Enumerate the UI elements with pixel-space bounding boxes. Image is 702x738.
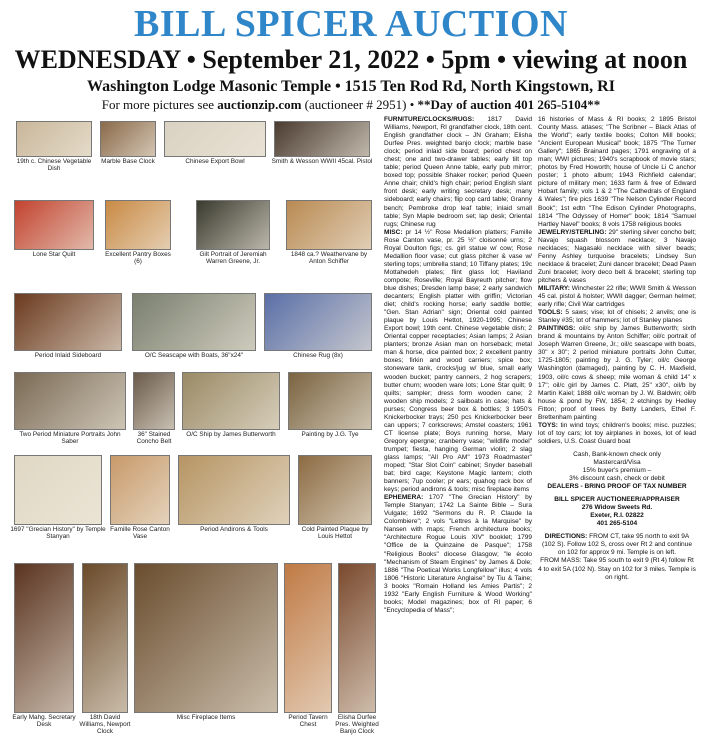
listing-column-1 (384, 116, 532, 734)
photo-secretary-desk (14, 563, 74, 733)
tools-section: TOOLS: 5 saws; vise; lot of chisels; 2 anvils; one is Stanley #35; lot of hammers; lot of Stanley planes (538, 309, 696, 325)
photo-caption: Period Andirons & Tools (200, 526, 268, 533)
photo-caption: Two Period Miniature Portraits John Saber (19, 431, 121, 445)
photo-banjo-clock (335, 563, 379, 735)
photo-butterworth-ship (182, 372, 280, 438)
directions-ct: DIRECTIONS: FROM CT, take 95 north to exit 9A (102 S). Follow 102 S, cross over Rt 2 and continue on 102 for approx 9 mi. Temple is on left. (542, 533, 692, 557)
photo-image (14, 293, 122, 351)
photo-miniature-portraits (14, 372, 126, 445)
photo-tye-painting (288, 372, 372, 438)
photo-caption: O/C Ship by James Butterworth (186, 431, 276, 438)
photo-painted-plaque (298, 455, 372, 541)
photo-caption: Elisha Durfee Pres. Weighted Banjo Clock (335, 714, 379, 735)
day-of-auction-phone: **Day of auction 401 265-5104** (417, 97, 601, 112)
auction-title: BILL SPICER AUCTION (134, 3, 568, 45)
auctionzip-link[interactable]: auctionzip.com (217, 97, 302, 112)
photo-weathervane (286, 200, 372, 265)
photo-image (274, 121, 370, 157)
furniture-section: FURNITURE/CLOCKS/RUGS: 1817 David Williams, Newport, RI grandfather clock, 18th cent. English grandfather clock – JN Graham; Elisha Durfee Pres. weighted banjo clock; marble base clock; period inlaid side board; period chest on chest; one and two-drawer tables; early tilt top table; period Queen Anne table, early pub mirror; boxed top; possible Shaker rocker; period Queen Anne chair; child's high chair; period English slant front desk; early writing secretary desk; many sideboard; early chairs; flip cop card table; Granny bench; Pembroke drop leaf table; inlaid small table; Syn Maple bedroom set; lap desk; Oriental rugs; Chinese rug (384, 116, 532, 228)
jewelry-section: JEWELRY/STERLING: 29" sterling silver concho belt; Navajo squash blossom necklace; 3 Navajo necklaces; Nagasaki necklace with silver beads; Fenny Ashley turquoise bracelets; Lindsey Sun necklace & bracelet; Zuni dancer bracelet; Dead Pawn Zuni bracelet; ivory deco belt & bracelet; sterling top pitchers & vases (538, 228, 696, 284)
photo-caption: Period Inlaid Sideboard (34, 352, 102, 359)
auction-address: Washington Lodge Masonic Temple • 1515 Ten Rod Rd, North Kingstown, RI (87, 78, 615, 95)
photo-lone-star-quilt (14, 200, 94, 256)
photo-image (16, 121, 92, 157)
photo-marble-base-clock (100, 121, 156, 164)
auctioneer-street: 276 Widow Sweets Rd. (581, 504, 653, 512)
terms-line: 3% discount cash, check or debit (569, 475, 665, 483)
photo-caption: Lone Star Quilt (32, 251, 76, 258)
auctioneer-city: Exeter, R.I. 02822 (590, 512, 644, 520)
photo-grecian-history (10, 455, 106, 541)
terms-line: Mastercard/Visa (593, 458, 641, 466)
photo-chinese-rug (264, 293, 372, 358)
photo-image (14, 563, 74, 713)
photo-caption: Misc Fireplace Items (176, 714, 236, 721)
photo-caption: Period Tavern Chest (288, 714, 328, 728)
photo-image (164, 121, 266, 157)
auction-date-line: WEDNESDAY • September 21, 2022 • 5pm • viewing at noon (14, 45, 688, 74)
photo-caption: Marble Base Clock (101, 158, 155, 165)
photo-image (14, 200, 94, 250)
photo-andirons (178, 455, 290, 541)
photo-caption: Early Mahg. Secretary Desk (12, 714, 76, 728)
misc-section: MISC: pr 14 ½" Rose Medallion platters; Famille Rose Canton vase, pr. 25 ½" cloisonné urns; 2 Royal Doulton figs; cs. girl statue w/ cow; Rose Medallion floor vase; cut glass pitcher & vase w/ sterling tops; umbrella stand; 10 Tiffany plates; 19c Mottahedeh plates; flint glass lot; Haviland compote; Roseville; Royal Bayreuth pitcher; flow blue dishes; Dresden lamp base; 2 early sandwich decanters; English platter with griffin; Victorian diet; child's rocking horse; early saddle bottle; "Gen. Stan Adrian" sign; Oriental cold painted plaque by Louis Hettot, 1920-1995; Chinese Export bowl; 19th cent. Chinese vegetable dish; 2 Oriental copper receptacles; Asian lamps; 2 Asian planters; bronze Asian man on horseback; metal man & horse, dice painted box; 2 excellent pantry boxes; firkin and wood carriers; spice box; stoneware tank, crocks/jug w/ blue, small early wooden bucket; pantry canners, 2 hog scrapers; butter churn; wooden ware lots; Lone Star quilt; 9 quilts; sampler; dress form wooden cane; 2 wooden ship models; 2 sailboats in case; hats & purses; Congress beer box & bottles; 3 1950's Knickerbocker trays; 250 pcs Knickerbocker beer can uppers; 7 corkscrews; Amstel coasters; 1961 CT license plate; Boys running horse, Mary Gregory epergne; cranberry vase; "wildlife model" trumpet; fiesta, hanging German violin; 2 slag glass lamps; "All Pro AM" 1973 Roadmaster" moped; "Star Slot Coin" cabinet; Snyder baseball bat; bird cage; Keystone Magic lantern; cloth banners; 7up cooler; pr ears; quahog rack box of keys; period andirons & tools; misc fireplace items (384, 228, 532, 494)
terms-line: 15% buyer's premium – (582, 467, 652, 475)
ephemera-continued: 16 histories of Mass & RI books; 2 1895 Bristol County Mass. atlases; "The Scribner – Black Atlas of the World"; early textile books; Colton Mill books; "Ancient European Musical" book; 1875 "The Turner Gallery"; 1865 Brainard pages; 1791 engraving of a man; WWI pictures; 1940's scrapbook of movie stars; photos by Fred Howorth; house of Uncle Li C anchor poster; 1 photo album; 1943 Richfield calendar; picture of military men; 1633 farm & free of Edward Hobart family; vols 1 & 2 "The Cathedrals of England & Wales"; fire pics 1639 "The Nelson Cylinder Record Book"; 1st edtn "The Edison Cylinder Photographs, 1814 "The Odyssey of Homer" book; 1814 "Samuel Hartley Navel" books; 8 vols 1758 religious books (538, 116, 696, 228)
photo-chinese-vegetable-dish (16, 121, 92, 172)
photo-gilt-portrait (196, 200, 270, 265)
photo-tavern-chest (284, 563, 332, 733)
directions-mass: FROM MASS: Take 95 south to exit 9 (Rt 4) follow Rt 4 to exit 5A (102 N). Stay on 102 for 3 miles. Temple is on right. (538, 557, 696, 581)
photo-caption: Cold Painted Plaque by Louis Hettot (301, 526, 369, 540)
photo-image (196, 200, 270, 250)
photo-image (14, 372, 126, 430)
terms-dealers: DEALERS - BRING PROOF OF TAX NUMBER (547, 483, 687, 491)
auctioneer-phone: 401 265-5104 (596, 520, 638, 528)
photo-williams-clock (79, 563, 131, 735)
photo-image (133, 372, 175, 430)
photo-pantry-boxes (105, 200, 171, 265)
photo-image (182, 372, 280, 430)
ephemera-section: EPHEMERA: 1707 "The Grecian History" by Temple Stanyan; 1742 La Sainte Bible – Sura Vulgate; 1692 "Sermons du R. P. Claude la Colombiere"; 2 vols "Lettres à la Marquise" by Nansen with maps; French architecture books; "Architecture Rogue Louis XIV" booklet; 1799 "Office de la Quinzaine de Pasque"; 1758 "Religious Books" diocese Glasgow; "le écolo "Mechanism of Steam Engines" by James & Dole; 1886 "The Poetical Works Longfellow" illus; 4 vols 1806 "Historic Literature Anglaise" by Tiu & Taine; 3 books "Romain Holland les Amies Partis"; 2 1932 "Early English Furniture & Wood Working" books; Model magazines; box of RI paper; 6 "Encyclopedia of Mass"; (384, 494, 532, 614)
photo-caption: Famille Rose Canton Vase (110, 526, 170, 540)
photo-image (286, 200, 372, 250)
photo-caption: Chinese Rug (8x) (293, 352, 343, 359)
toys-section: TOYS: tin wind toys; children's books; misc. puzzles; lot of toy cars; lot toy airplanes in boxes, lot of lead soldiers, U.S. Coast Guard boat (538, 421, 696, 445)
photo-caption: Smith & Wesson WWII 45cal. Pistol (271, 158, 373, 165)
auctioneer-name: BILL SPICER AUCTIONEER/APPRAISER (554, 496, 680, 504)
photo-concho-belt (133, 372, 175, 445)
photo-grid (0, 115, 378, 738)
photo-image (178, 455, 290, 525)
photo-caption: Excellent Pantry Boxes (6) (105, 251, 171, 265)
photo-chinese-export-bowl (164, 121, 266, 164)
terms-line: Cash, Bank-known check only (573, 450, 661, 458)
photo-image (110, 455, 170, 525)
military-section: MILITARY: Winchester 22 rifle; WWII Smith & Wesson 45 cal. pistol & holster; WWII dagger; German helmet; early rifle; Civil War cartridges (538, 284, 696, 309)
photo-image (338, 563, 376, 713)
photo-caption: 1697 "Grecian History" by Temple Stanyan (10, 526, 106, 540)
listing-column-2 (538, 116, 696, 734)
photo-inlaid-sideboard (14, 293, 122, 358)
photo-image (264, 293, 372, 351)
photo-fireplace-items (134, 563, 278, 733)
photo-caption: O/C Seascape with Boats, 36"x24" (144, 352, 244, 359)
photo-image (100, 121, 156, 157)
photo-caption: Painting by J.G. Tye (301, 431, 359, 438)
paintings-section: PAINTINGS: oil/c ship by James Butterworth; sixth brand & mountains by Anton Schiffer; oil/c portrait of Joseph Warren Greene, Jr.; oil/c seascape with boats, 30" x 30"; 2 period miniature portraits John Cutter, 1725-1805; painting by J. G. Tyler; oil/c George Washington (damaged), painting by C. H. Maxfield, 1903, oil/c cows & sheep; mile woman & child 14" x 17"; oil/c girl by James C. Platt, 25" x30", oil/b by Martin Kaiel; 1888 oil/c woman by J. W. Baldwin; oil/b house & pond by FW, 1854; 2 etchings by Hedley Fitton; proof of trees by Betty Landers, Ethel F. Brettenham painting (538, 325, 696, 421)
photo-image (105, 200, 171, 250)
photo-image (298, 455, 372, 525)
photo-canton-vase (110, 455, 170, 541)
photo-image (82, 563, 128, 713)
photo-image (284, 563, 332, 713)
photo-seascape (132, 293, 256, 358)
photo-pistol (271, 121, 373, 165)
photo-caption: 36" Stained Concho Belt (136, 431, 172, 445)
photo-caption: Gilt Portrait of Jeremiah Warren Greene, Jr. (199, 251, 267, 265)
photo-caption: 19th c. Chinese Vegetable Dish (16, 158, 92, 172)
photo-image (134, 563, 278, 713)
photo-image (288, 372, 372, 430)
photo-caption: 18th David Williams, Newport Clock (79, 714, 131, 735)
photo-caption: Chinese Export Bowl (185, 158, 245, 165)
photo-caption: 1848 ca.? Weathervane by Anton Schiffer (290, 251, 368, 265)
photo-image (132, 293, 256, 351)
photo-image (14, 455, 102, 525)
more-pictures-line: For more pictures see auctionzip.com (auctioneer # 2951) • **Day of auction 401 265-5104** (101, 97, 601, 112)
